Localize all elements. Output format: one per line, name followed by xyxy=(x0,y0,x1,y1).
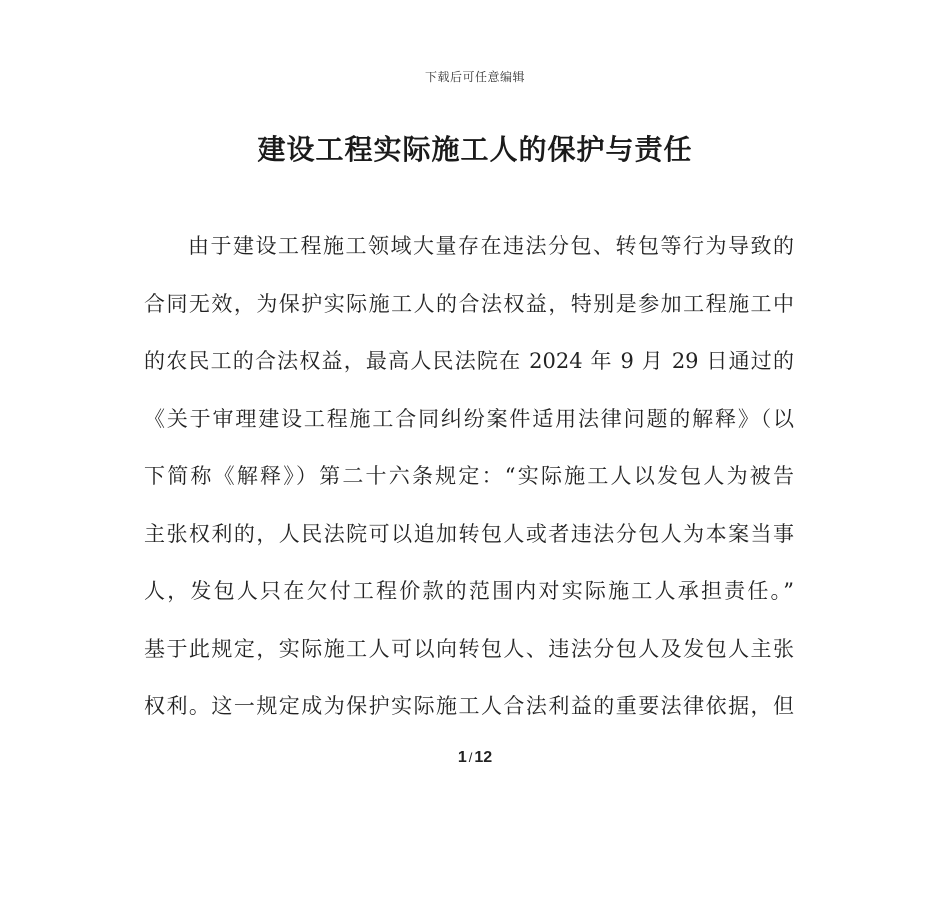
document-title: 建设工程实际施工人的保护与责任 xyxy=(257,133,693,166)
body-line: 合同无效，为保护实际施工人的合法权益，特别是参加工程施工中 xyxy=(144,291,794,316)
body-paragraph xyxy=(144,226,794,744)
page-number xyxy=(0,749,950,767)
body-line: 人，发包人只在欠付工程价款的范围内对实际施工人承担责任。” xyxy=(144,579,794,603)
body-line: 基于此规定，实际施工人可以向转包人、违法分包人及发包人主张 xyxy=(144,636,794,661)
body-line: 主张权利的，人民法院可以追加转包人或者违法分包人为本案当事 xyxy=(144,521,794,546)
body-line: 权利。这一规定成为保护实际施工人合法利益的重要法律依据，但 xyxy=(144,694,794,718)
page-separator: / xyxy=(468,750,473,765)
body-line: 《关于审理建设工程施工合同纠纷案件适用法律问题的解释》（以 xyxy=(144,406,794,431)
body-line: 下简称《解释》）第二十六条规定：“实际施工人以发包人为被告 xyxy=(144,464,794,488)
current-page: 1 xyxy=(457,749,467,766)
header-note: 下载后可任意编辑 xyxy=(424,70,525,84)
body-line: 由于建设工程施工领域大量存在违法分包、转包等行为导致的 xyxy=(188,234,794,258)
total-pages: 12 xyxy=(474,749,493,766)
body-line: 的农民工的合法权益，最高人民法院在 2024 年 9 月 29 日通过的 xyxy=(144,349,794,373)
